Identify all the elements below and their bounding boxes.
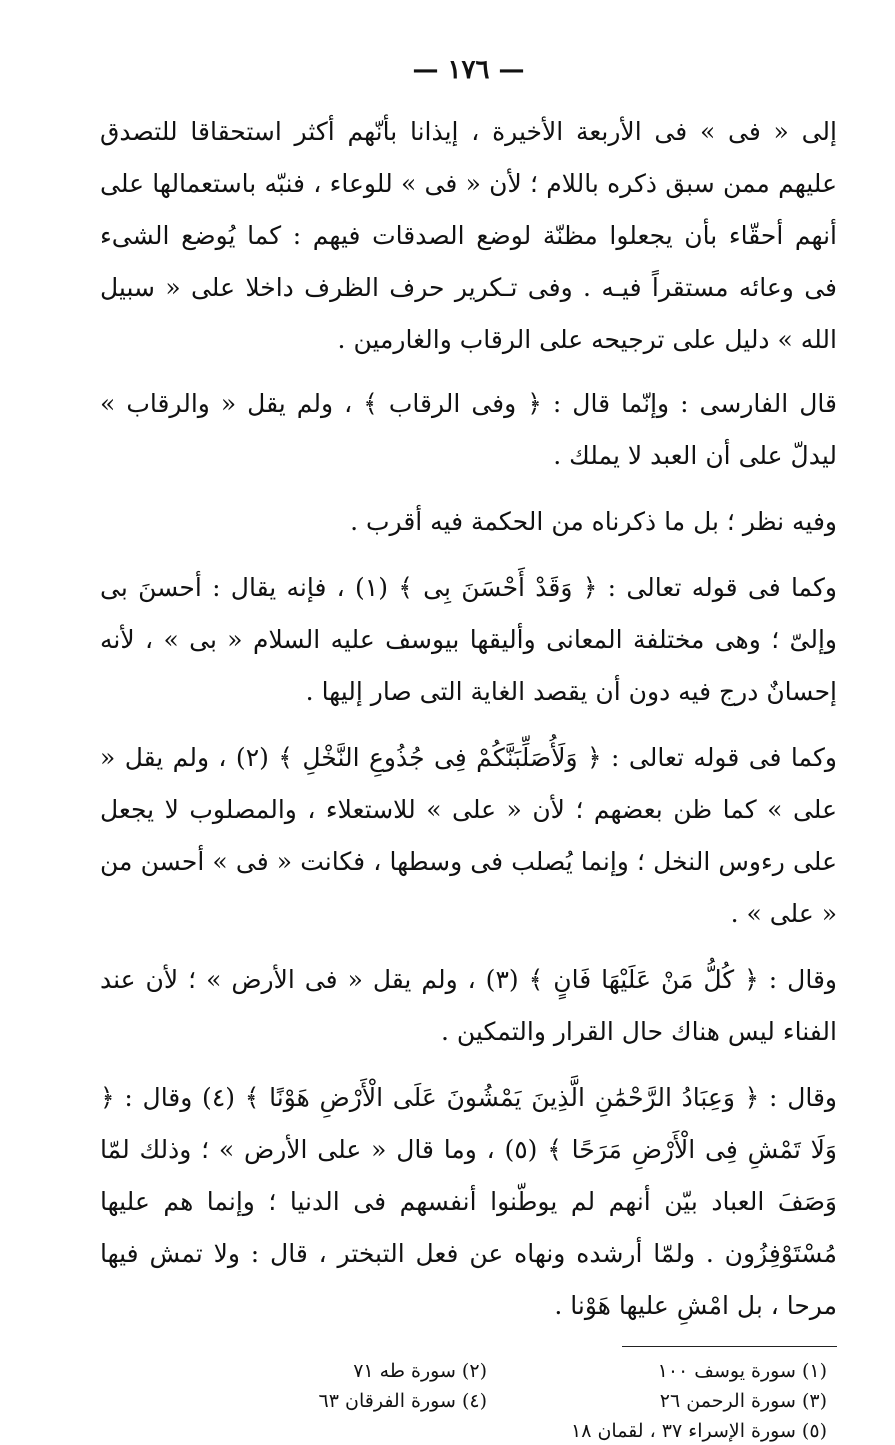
paragraph: وفيه نظر ؛ بل ما ذكرناه من الحكمة فيه أقرب . <box>350 507 837 536</box>
paragraph: وكما فى قوله تعالى : ﴿ وَقَدْ أَحْسَنَ بِى ﴾ (١) ، فإنه يقال : أحسنَ بى وإلىّ ؛ وهى مختلفة المعانى وأليقها بيوسف عليه السلام « بى » ، لأنه إحسانٌ درج فيه دون أن يقصد الغاية التى صار إليها . <box>100 573 837 706</box>
paragraph: وقال : ﴿ وَعِبَادُ الرَّحْمَٰنِ الَّذِينَ يَمْشُونَ عَلَى الْأَرْضِ هَوْنًا ﴾ (٤) وقال : ﴿ وَلَا تَمْشِ فِى الْأَرْضِ مَرَحًا ﴾ (٥) ، وما قال « على الأرض » ؛ وذلك لمّا وَصَفَ العباد بيّن أنهم لم يوطّنوا أنفسهم فى الدنيا ؛ وإنما هم عليها مُسْتَوْفِزُون . ولمّا أرشده ونهاه عن فعل التبختر ، قال : ولا تمش فيها مرحا ، بل امْشِ عليها هَوْنا . <box>100 1083 837 1320</box>
footnote: (١) سورة يوسف ١٠٠ <box>657 1360 827 1382</box>
paragraph: إلى « فى » فى الأربعة الأخيرة ، إيذانا بأنّهم أكثر استحقاقا للتصدق عليهم ممن سبق ذكره باللام ؛ لأن « فى » للوعاء ، فنبّه باستعمالها على أنهم أحقّاء بأن يجعلوا مظنّة لوضع الصدقات فيهم : كما يُوضع الشىء فى وعائه مستقراً فيـه . وفى تـكرير حرف الظرف داخلا على « سبيل الله » دليل على ترجيحه على الرقاب والغارمين . <box>100 117 837 354</box>
page-number: — ١٧٦ — <box>412 55 525 85</box>
footnote: (٥) سورة الإسراء ٣٧ ، لقمان ١٨ <box>570 1420 827 1442</box>
footnote: (٣) سورة الرحمن ٢٦ <box>659 1390 827 1412</box>
paragraph: وقال : ﴿ كُلُّ مَنْ عَلَيْهَا فَانٍ ﴾ (٣) ، ولم يقل « فى الأرض » ؛ لأن عند الفناء ليس هناك حال القرار والتمكين . <box>100 965 837 1046</box>
footnote: (٤) سورة الفرقان ٦٣ <box>318 1390 487 1412</box>
footnotes <box>100 1357 837 1445</box>
footnote: (٢) سورة طه ٧١ <box>353 1360 487 1382</box>
paragraph: قال الفارسى : وإنّما قال : ﴿ وفى الرقاب ﴾ ، ولم يقل « والرقاب » ليدلّ على أن العبد لا يملك . <box>100 389 837 470</box>
paragraph: وكما فى قوله تعالى : ﴿ وَلَأُصَلِّبَنَّكُمْ فِى جُذُوعِ النَّخْلِ ﴾ (٢) ، ولم يقل « على » كما ظن بعضهم ؛ لأن « على » للاستعلاء ، والمصلوب لا يجعل على رءوس النخل ؛ وإنما يُصلب فى وسطها ، فكانت « فى » أحسن من « على » . <box>100 743 837 928</box>
footnote-divider <box>622 1346 837 1347</box>
